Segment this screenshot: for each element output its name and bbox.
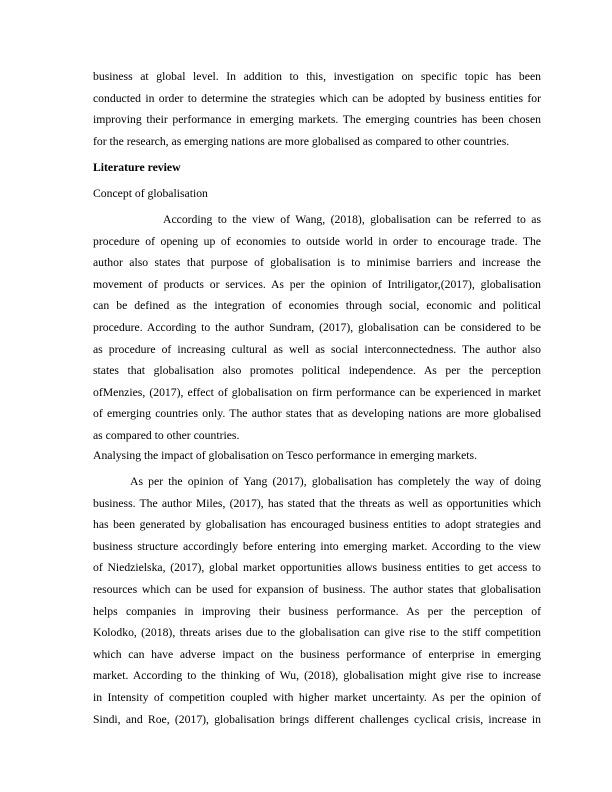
impact-line: which can have adverse impact on the business performance of enterprise in emerging (93, 647, 541, 661)
concept-line: of emerging countries only. The author states that as developing nations are more globalised (93, 407, 541, 421)
concept-line: movement of products or services. As per the opinion of Intriligator,(2017), globalisation (93, 277, 541, 291)
impact-line: has been generated by globalisation has encouraged business entities to adopt strategies and (93, 518, 541, 532)
impact-line: market. According to the thinking of Wu, (2018), globalisation might give rise to increase (93, 669, 541, 683)
concept-paragraph (93, 209, 541, 447)
concept-line: procedure of opening up of economies to outside world in order to encourage trade. The (93, 234, 541, 248)
impact-line: As per the opinion of Yang (2017), globalisation has completely the way of doing (130, 475, 541, 488)
concept-line: ofMenzies, (2017), effect of globalisation on firm performance can be experienced in market (93, 385, 541, 399)
intro-line: improving their performance in emerging markets. The emerging countries has been chosen (93, 113, 541, 127)
impact-line: resources which can be used for expansion of business. The author states that globalisation (93, 582, 541, 596)
impact-line: of Niedzielska, (2017), global market opportunities allows business entities to get access to (93, 561, 541, 575)
concept-line: According to the view of Wang, (2018), globalisation can be referred to as (163, 213, 541, 226)
concept-line: author also states that purpose of globalisation is to minimise barriers and increase the (93, 256, 541, 270)
impact-paragraph (93, 471, 541, 730)
concept-heading: Concept of globalisation (93, 187, 208, 200)
intro-line: business at global level. In addition to this, investigation on specific topic has been (93, 70, 541, 83)
impact-line: business structure accordingly before entering into emerging market. According to the view (93, 539, 541, 553)
intro-paragraph (93, 66, 541, 152)
concept-line: as compared to other countries. (93, 428, 240, 442)
intro-line: conducted in order to determine the strategies which can be adopted by business entities for (93, 91, 541, 105)
impact-line: Kolodko, (2018), threats arises due to the globalisation can give rise to the stiff competition (93, 626, 541, 640)
concept-line: states that globalisation also promotes political independence. As per the perception (93, 364, 541, 378)
intro-line: for the research, as emerging nations are more globalised as compared to other countries. (93, 134, 510, 148)
concept-line: can be defined as the integration of economies through social, economic and political (93, 299, 541, 313)
impact-line: Sindi, and Roe, (2017), globalisation brings different challenges cyclical crisis, increase in (93, 712, 541, 726)
impact-heading: Analysing the impact of globalisation on Tesco performance in emerging markets. (93, 449, 478, 462)
concept-line: procedure. According to the author Sundram, (2017), globalisation can be considered to be (93, 320, 541, 334)
literature-review-heading: Literature review (93, 161, 181, 174)
impact-line: in Intensity of competition coupled with higher market uncertainty. As per the opinion of (93, 690, 541, 704)
concept-line: as procedure of increasing cultural as well as social interconnectedness. The author also (93, 342, 541, 356)
impact-line: helps companies in improving their business performance. As per the perception of (93, 604, 541, 618)
impact-line: business. The author Miles, (2017), has stated that the threats as well as opportunities which (93, 496, 541, 510)
